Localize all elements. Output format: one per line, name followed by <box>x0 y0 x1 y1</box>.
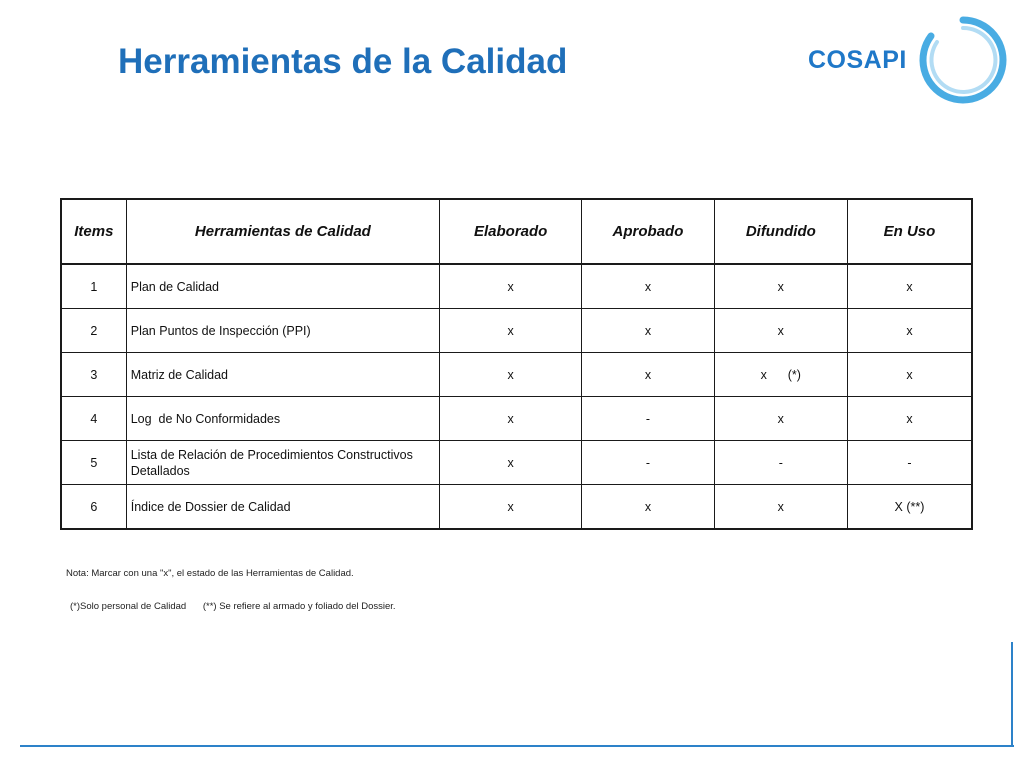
header-elaborado: Elaborado <box>440 199 582 264</box>
cell-item: 1 <box>61 264 126 309</box>
cell-item: 2 <box>61 309 126 353</box>
table-row <box>61 309 972 353</box>
cell-tool: Plan Puntos de Inspección (PPI) <box>126 309 439 353</box>
cell-elaborado: x <box>440 485 582 530</box>
cell-item: 4 <box>61 397 126 441</box>
logo-ring-icon <box>917 14 1009 106</box>
cell-aprobado: x <box>582 309 714 353</box>
right-border-line <box>1011 642 1013 747</box>
cell-aprobado: - <box>582 397 714 441</box>
cell-difundido: x <box>714 397 847 441</box>
cell-tool: Lista de Relación de Procedimientos Constructivos Detallados <box>126 441 439 485</box>
cell-en-uso: x <box>847 309 972 353</box>
note-text: Nota: Marcar con una "x", el estado de las Herramientas de Calidad. <box>66 568 354 579</box>
slide-title: Herramientas de la Calidad <box>118 42 568 81</box>
footnote-solo-personal: (*)Solo personal de Calidad <box>70 601 187 612</box>
bottom-border-line <box>20 745 1014 747</box>
header-tool: Herramientas de Calidad <box>126 199 439 264</box>
cell-difundido: - <box>714 441 847 485</box>
cell-difundido: x <box>714 309 847 353</box>
header-en-uso: En Uso <box>847 199 972 264</box>
cell-en-uso: x <box>847 264 972 309</box>
cell-item: 5 <box>61 441 126 485</box>
cell-en-uso: - <box>847 441 972 485</box>
table-row <box>61 441 972 485</box>
quality-tools-table <box>60 198 973 530</box>
header-items: Items <box>61 199 126 264</box>
logo-text: COSAPI <box>808 46 907 74</box>
table-row <box>61 353 972 397</box>
cell-elaborado: x <box>440 309 582 353</box>
cell-aprobado: - <box>582 441 714 485</box>
cell-item: 3 <box>61 353 126 397</box>
footnotes <box>70 601 396 612</box>
cell-tool: Matriz de Calidad <box>126 353 439 397</box>
cell-difundido: x <box>714 485 847 530</box>
cell-aprobado: x <box>582 264 714 309</box>
cell-en-uso: x <box>847 353 972 397</box>
header-difundido: Difundido <box>714 199 847 264</box>
cell-difundido: x (*) <box>714 353 847 397</box>
cell-tool: Log de No Conformidades <box>126 397 439 441</box>
cell-en-uso: X (**) <box>847 485 972 530</box>
cell-aprobado: x <box>582 485 714 530</box>
table-header-row <box>61 199 972 264</box>
cosapi-logo <box>805 14 1015 109</box>
cell-elaborado: x <box>440 441 582 485</box>
table-row <box>61 397 972 441</box>
cell-item: 6 <box>61 485 126 530</box>
cell-tool: Plan de Calidad <box>126 264 439 309</box>
table-row <box>61 485 972 530</box>
cell-elaborado: x <box>440 397 582 441</box>
cell-tool: Índice de Dossier de Calidad <box>126 485 439 530</box>
header-aprobado: Aprobado <box>582 199 714 264</box>
cell-aprobado: x <box>582 353 714 397</box>
footnote-dossier: (**) Se refiere al armado y foliado del Dossier. <box>202 601 396 612</box>
cell-en-uso: x <box>847 397 972 441</box>
table-row <box>61 264 972 309</box>
cell-difundido: x <box>714 264 847 309</box>
cell-elaborado: x <box>440 264 582 309</box>
cell-elaborado: x <box>440 353 582 397</box>
